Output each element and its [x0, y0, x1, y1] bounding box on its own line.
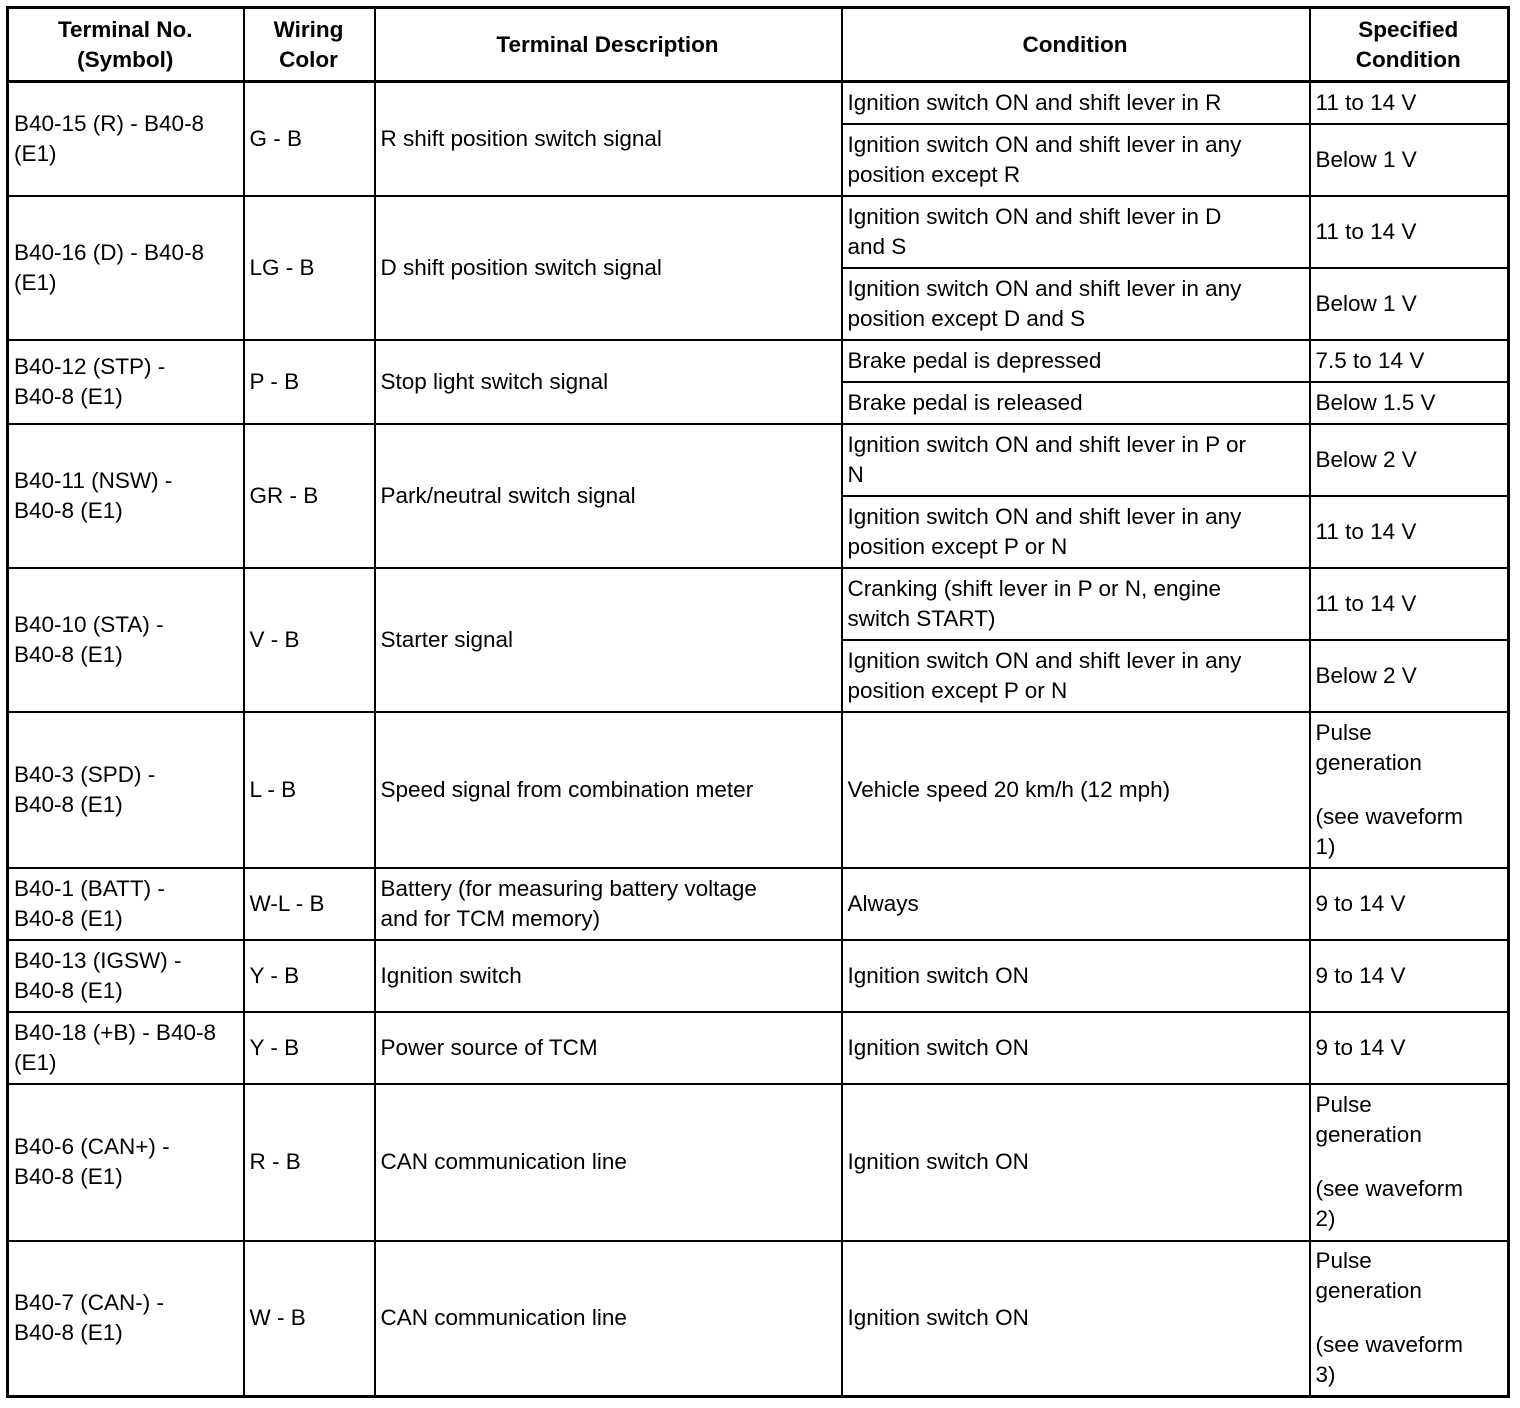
wiring-color-cell: Y - B	[244, 940, 375, 1012]
table-row	[8, 568, 1509, 640]
condition-cell: Ignition switch ON and shift lever in any position except R	[842, 124, 1310, 196]
spacer	[1316, 1306, 1502, 1330]
table-row	[8, 340, 1509, 382]
specified-condition-cell: 11 to 14 V	[1310, 82, 1509, 124]
specified-condition-cell: Below 1.5 V	[1310, 382, 1509, 424]
specified-value: Pulse generation	[1315, 719, 1422, 775]
table-row	[8, 940, 1509, 1012]
condition-cell: Cranking (shift lever in P or N, engine switch START)	[842, 568, 1310, 640]
condition-cell: Always	[842, 868, 1310, 940]
description-cell: CAN communication line	[375, 1241, 842, 1397]
terminal-cell: B40-12 (STP) - B40-8 (E1)	[8, 340, 244, 424]
wiring-color-cell: V - B	[244, 568, 375, 712]
wiring-color-cell: L - B	[244, 712, 375, 868]
terminal-cell: B40-3 (SPD) - B40-8 (E1)	[8, 712, 244, 868]
waveform-reference: (see waveform 3)	[1315, 1332, 1464, 1388]
spacer	[1316, 778, 1502, 802]
specified-condition-cell: 9 to 14 V	[1310, 940, 1509, 1012]
condition-cell: Ignition switch ON and shift lever in any position except P or N	[842, 640, 1310, 712]
specified-condition-cell	[1310, 1084, 1509, 1241]
wiring-color-cell: W-L - B	[244, 868, 375, 940]
waveform-reference: (see waveform 1)	[1315, 803, 1464, 859]
condition-cell: Brake pedal is released	[842, 382, 1310, 424]
condition-cell: Vehicle speed 20 km/h (12 mph)	[842, 712, 1310, 868]
specified-condition-cell: 7.5 to 14 V	[1310, 340, 1509, 382]
condition-cell: Ignition switch ON	[842, 940, 1310, 1012]
header-row	[8, 8, 1509, 82]
terminal-cell: B40-16 (D) - B40-8 (E1)	[8, 196, 244, 340]
description-cell: D shift position switch signal	[375, 196, 842, 340]
header-terminal: Terminal No. (Symbol)	[8, 8, 244, 82]
description-cell: CAN communication line	[375, 1084, 842, 1241]
condition-cell: Ignition switch ON and shift lever in P or N	[842, 424, 1310, 496]
header-wiring-color: Wiring Color	[244, 8, 375, 82]
condition-cell: Brake pedal is depressed	[842, 340, 1310, 382]
description-cell: Ignition switch	[375, 940, 842, 1012]
table-row	[8, 1012, 1509, 1084]
condition-cell: Ignition switch ON	[842, 1241, 1310, 1397]
wiring-color-cell: W - B	[244, 1241, 375, 1397]
wiring-color-cell: R - B	[244, 1084, 375, 1241]
specified-condition-cell: Below 2 V	[1310, 640, 1509, 712]
wiring-color-cell: GR - B	[244, 424, 375, 568]
specified-condition-cell: Below 1 V	[1310, 124, 1509, 196]
specified-value: Pulse generation	[1315, 1248, 1422, 1304]
wiring-color-cell: LG - B	[244, 196, 375, 340]
specified-condition-cell: 9 to 14 V	[1310, 868, 1509, 940]
table-row	[8, 82, 1509, 124]
description-cell: Power source of TCM	[375, 1012, 842, 1084]
terminal-cell: B40-1 (BATT) - B40-8 (E1)	[8, 868, 244, 940]
specified-condition-cell: Below 1 V	[1310, 268, 1509, 340]
specified-condition-cell: 9 to 14 V	[1310, 1012, 1509, 1084]
table-row	[8, 712, 1509, 868]
wiring-color-cell: P - B	[244, 340, 375, 424]
terminal-cell: B40-10 (STA) - B40-8 (E1)	[8, 568, 244, 712]
terminal-cell: B40-7 (CAN-) - B40-8 (E1)	[8, 1241, 244, 1397]
wiring-color-cell: G - B	[244, 82, 375, 196]
table-body	[8, 82, 1509, 1397]
description-cell: Battery (for measuring battery voltage and for TCM memory)	[375, 868, 842, 940]
waveform-reference: (see waveform 2)	[1315, 1176, 1464, 1231]
terminal-cell: B40-11 (NSW) - B40-8 (E1)	[8, 424, 244, 568]
specified-condition-cell	[1310, 712, 1509, 868]
terminal-cell: B40-13 (IGSW) - B40-8 (E1)	[8, 940, 244, 1012]
terminal-cell: B40-6 (CAN+) - B40-8 (E1)	[8, 1084, 244, 1241]
condition-cell: Ignition switch ON and shift lever in any position except D and S	[842, 268, 1310, 340]
condition-cell: Ignition switch ON and shift lever in D and S	[842, 196, 1310, 268]
terminal-cell: B40-15 (R) - B40-8 (E1)	[8, 82, 244, 196]
condition-cell: Ignition switch ON	[842, 1084, 1310, 1241]
header-terminal-description: Terminal Description	[375, 8, 842, 82]
table-row	[8, 1084, 1509, 1241]
terminal-spec-table	[6, 6, 1510, 1398]
specified-condition-cell: 11 to 14 V	[1310, 196, 1509, 268]
specified-condition-cell: 11 to 14 V	[1310, 568, 1509, 640]
table-row	[8, 1241, 1509, 1397]
table-row	[8, 196, 1509, 268]
condition-cell: Ignition switch ON and shift lever in any position except P or N	[842, 496, 1310, 568]
description-cell: R shift position switch signal	[375, 82, 842, 196]
header-specified-condition: Specified Condition	[1310, 8, 1509, 82]
specified-condition-cell	[1310, 1241, 1509, 1397]
wiring-color-cell: Y - B	[244, 1012, 375, 1084]
specified-value: Pulse generation	[1315, 1092, 1422, 1147]
table-row	[8, 424, 1509, 496]
condition-cell: Ignition switch ON	[842, 1012, 1310, 1084]
terminal-cell: B40-18 (+B) - B40-8 (E1)	[8, 1012, 244, 1084]
description-cell: Starter signal	[375, 568, 842, 712]
specified-condition-cell: Below 2 V	[1310, 424, 1509, 496]
description-cell: Park/neutral switch signal	[375, 424, 842, 568]
condition-cell: Ignition switch ON and shift lever in R	[842, 82, 1310, 124]
description-cell: Speed signal from combination meter	[375, 712, 842, 868]
description-cell: Stop light switch signal	[375, 340, 842, 424]
spacer	[1316, 1150, 1502, 1174]
header-condition: Condition	[842, 8, 1310, 82]
specified-condition-cell: 11 to 14 V	[1310, 496, 1509, 568]
table-row	[8, 868, 1509, 940]
